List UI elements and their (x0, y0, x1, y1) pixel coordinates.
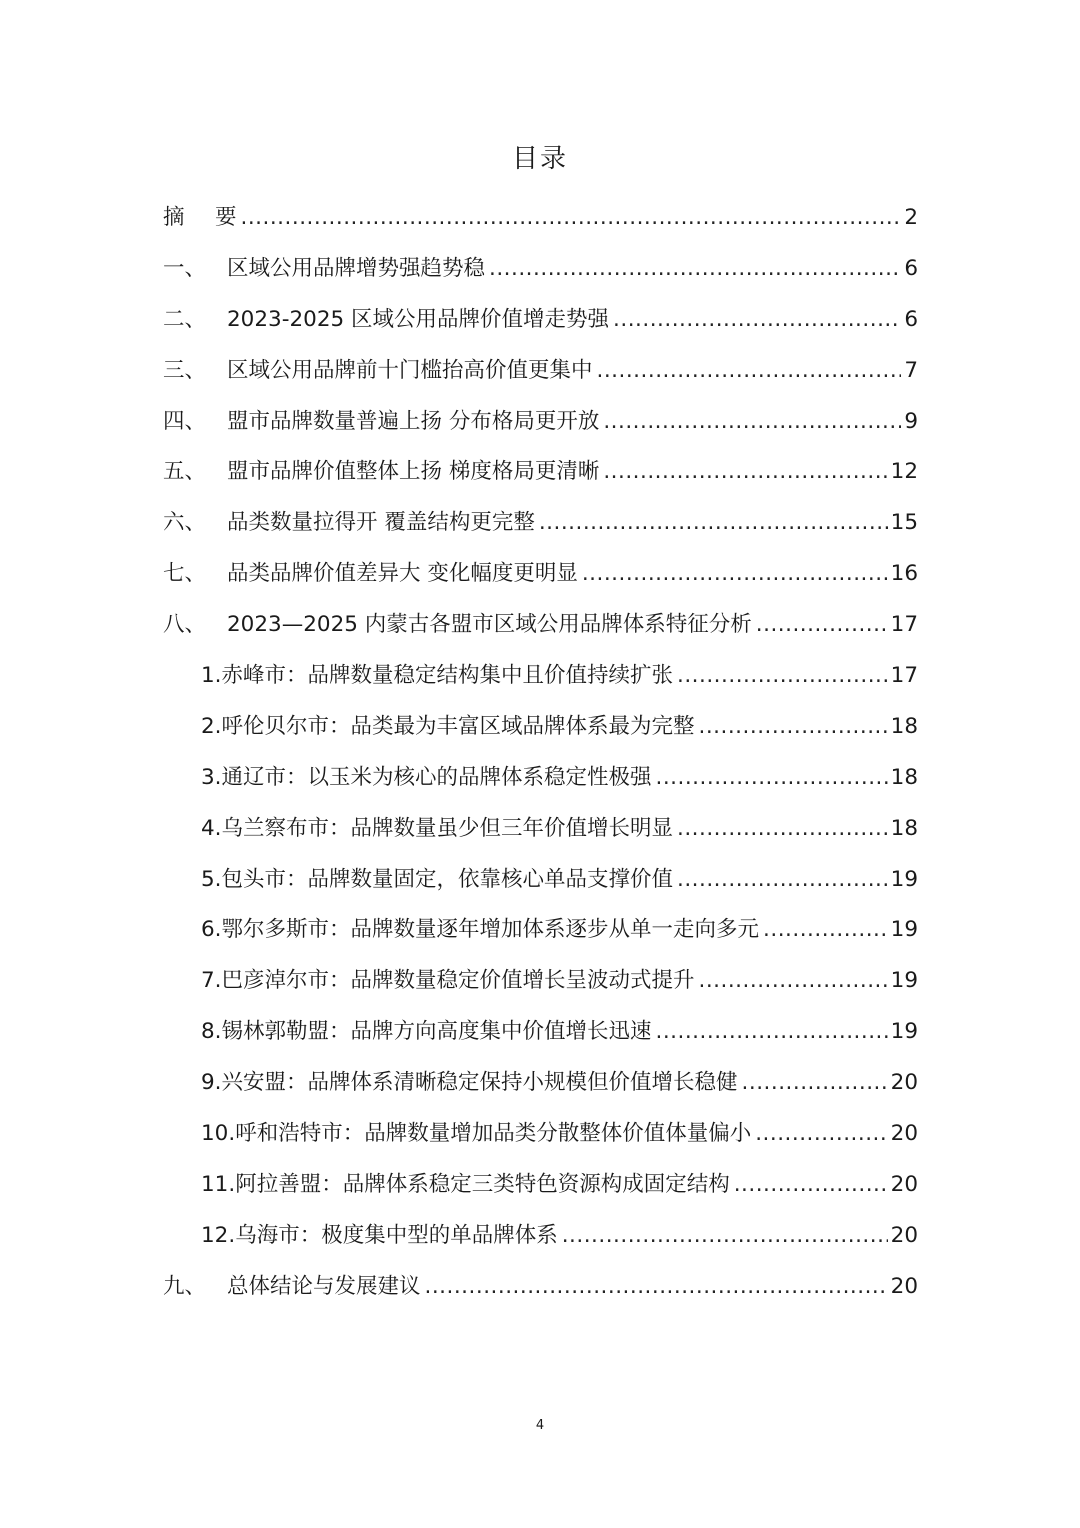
toc-entry-title: 7.巴彦淖尔市：品牌数量稳定价值增长呈波动式提升 (201, 968, 695, 994)
toc-entry-title: 品类品牌价值差异大 变化幅度更明显 (227, 561, 578, 587)
toc-dot-leader (763, 905, 888, 956)
toc-entry-title: 12.乌海市：极度集中型的单品牌体系 (201, 1222, 558, 1248)
toc-entry-page: 18 (890, 713, 918, 739)
toc-entry-number: 四、 (163, 408, 207, 434)
toc-dot-leader (603, 397, 901, 448)
toc-entry-subsection-5[interactable] (163, 855, 918, 906)
toc-entry-title: 2.呼伦贝尔市：品类最为丰富区域品牌体系最为完整 (201, 713, 695, 739)
toc-dot-leader (241, 193, 902, 244)
toc-entry-number: 摘 (163, 205, 185, 230)
toc-entry-page: 15 (890, 510, 918, 536)
toc-entry-title: 2023—2025 内蒙古各盟市区域公用品牌体系特征分析 (227, 612, 752, 638)
toc-entry-title: 区域公用品牌增势强趋势稳 (227, 255, 486, 281)
toc-entry-number: 一、 (163, 255, 207, 281)
toc-entry-title: 11.阿拉善盟：品牌体系稳定三类特色资源构成固定结构 (201, 1171, 730, 1197)
toc-entry-subsection-3[interactable] (163, 753, 918, 804)
toc-dot-leader (656, 753, 888, 804)
toc-entry-subsection-6[interactable] (163, 905, 918, 956)
toc-dot-leader (756, 600, 888, 651)
toc-entry-number: 五、 (163, 459, 207, 485)
toc-dot-leader (699, 702, 888, 753)
toc-entry-title: 要 (215, 205, 237, 230)
page-number: 4 (535, 1418, 545, 1433)
toc-entry-subsection-12[interactable] (163, 1211, 918, 1262)
toc-entry-subsection-9[interactable] (163, 1058, 918, 1109)
toc-entry-section-3[interactable] (163, 346, 918, 397)
toc-entry-page: 7 (904, 357, 918, 383)
toc-entry-number: 六、 (163, 510, 207, 536)
toc-entry-subsection-1[interactable] (163, 651, 918, 702)
toc-entry-page: 19 (890, 866, 918, 892)
toc-entry-subsection-8[interactable] (163, 1007, 918, 1058)
toc-entry-title: 总体结论与发展建议 (227, 1273, 421, 1299)
toc-entry-page: 2 (904, 205, 918, 230)
toc-entry-subsection-10[interactable] (163, 1109, 918, 1160)
toc-entry-page: 18 (890, 764, 918, 790)
toc-entry-title: 8.锡林郭勒盟：品牌方向高度集中价值增长迅速 (201, 1019, 652, 1045)
toc-entry-page: 19 (890, 1019, 918, 1045)
toc-entry-page: 20 (890, 1070, 918, 1096)
toc-entry-section-4[interactable] (163, 397, 918, 448)
toc-entry-title: 5.包头市：品牌数量固定，依靠核心单品支撑价值 (201, 866, 674, 892)
toc-dot-leader (603, 447, 887, 498)
toc-entry-number: 七、 (163, 561, 207, 587)
toc-entry-page: 20 (890, 1273, 918, 1299)
toc-dot-leader (489, 244, 901, 295)
toc-entry-page: 17 (890, 612, 918, 638)
toc-entry-number: 二、 (163, 306, 207, 332)
toc-entry-section-1[interactable] (163, 244, 918, 295)
toc-entry-page: 6 (904, 306, 918, 332)
toc-entry-page: 16 (890, 561, 918, 587)
toc-dot-leader (734, 1160, 888, 1211)
toc-entry-page: 18 (890, 815, 918, 841)
toc-entry-section-6[interactable] (163, 498, 918, 549)
toc-dot-leader (539, 498, 888, 549)
toc-entry-subsection-7[interactable] (163, 956, 918, 1007)
toc-entry-title: 2023-2025 区域公用品牌价值增走势强 (227, 306, 610, 332)
toc-dot-leader (613, 295, 901, 346)
toc-entry-page: 20 (890, 1171, 918, 1197)
toc-entry-section-7[interactable] (163, 549, 918, 600)
toc-entry-section-8[interactable] (163, 600, 918, 651)
toc-entry-number: 八、 (163, 612, 207, 638)
toc-entry-title: 9.兴安盟：品牌体系清晰稳定保持小规模但价值增长稳健 (201, 1070, 738, 1096)
toc-entry-subsection-4[interactable] (163, 804, 918, 855)
toc-list (163, 193, 918, 1313)
toc-entry-abstract[interactable] (163, 193, 918, 244)
toc-title: 目录 (511, 144, 568, 174)
toc-entry-title: 盟市品牌数量普遍上扬 分布格局更开放 (227, 408, 600, 434)
toc-dot-leader (597, 346, 902, 397)
toc-dot-leader (562, 1211, 888, 1262)
toc-dot-leader (677, 855, 888, 906)
toc-dot-leader (677, 804, 888, 855)
toc-dot-leader (677, 651, 888, 702)
toc-entry-subsection-2[interactable] (163, 702, 918, 753)
toc-dot-leader (755, 1109, 887, 1160)
toc-entry-number: 三、 (163, 357, 207, 383)
toc-entry-title: 1.赤峰市：品牌数量稳定结构集中且价值持续扩张 (201, 663, 674, 689)
toc-entry-section-9[interactable] (163, 1262, 918, 1313)
toc-entry-page: 19 (890, 968, 918, 994)
toc-entry-number: 九、 (163, 1273, 207, 1299)
toc-entry-section-5[interactable] (163, 447, 918, 498)
toc-dot-leader (699, 956, 888, 1007)
toc-entry-section-2[interactable] (163, 295, 918, 346)
toc-dot-leader (425, 1262, 888, 1313)
toc-entry-page: 9 (904, 408, 918, 434)
toc-entry-page: 6 (904, 255, 918, 281)
toc-entry-title: 盟市品牌价值整体上扬 梯度格局更清晰 (227, 459, 600, 485)
toc-entry-page: 20 (890, 1121, 918, 1147)
toc-entry-title: 品类数量拉得开 覆盖结构更完整 (227, 510, 535, 536)
toc-entry-page: 17 (890, 663, 918, 689)
toc-dot-leader (656, 1007, 888, 1058)
toc-entry-page: 12 (890, 459, 918, 485)
toc-dot-leader (742, 1058, 888, 1109)
toc-entry-page: 20 (890, 1222, 918, 1248)
toc-dot-leader (582, 549, 888, 600)
toc-entry-subsection-11[interactable] (163, 1160, 918, 1211)
toc-entry-title: 10.呼和浩特市：品牌数量增加品类分散整体价值体量偏小 (201, 1121, 752, 1147)
toc-entry-title: 6.鄂尔多斯市：品牌数量逐年增加体系逐步从单一走向多元 (201, 917, 760, 943)
toc-entry-title: 4.乌兰察布市：品牌数量虽少但三年价值增长明显 (201, 815, 674, 841)
toc-entry-title: 3.通辽市：以玉米为核心的品牌体系稳定性极强 (201, 764, 652, 790)
toc-entry-page: 19 (890, 917, 918, 943)
toc-entry-title: 区域公用品牌前十门槛抬高价值更集中 (227, 357, 593, 383)
